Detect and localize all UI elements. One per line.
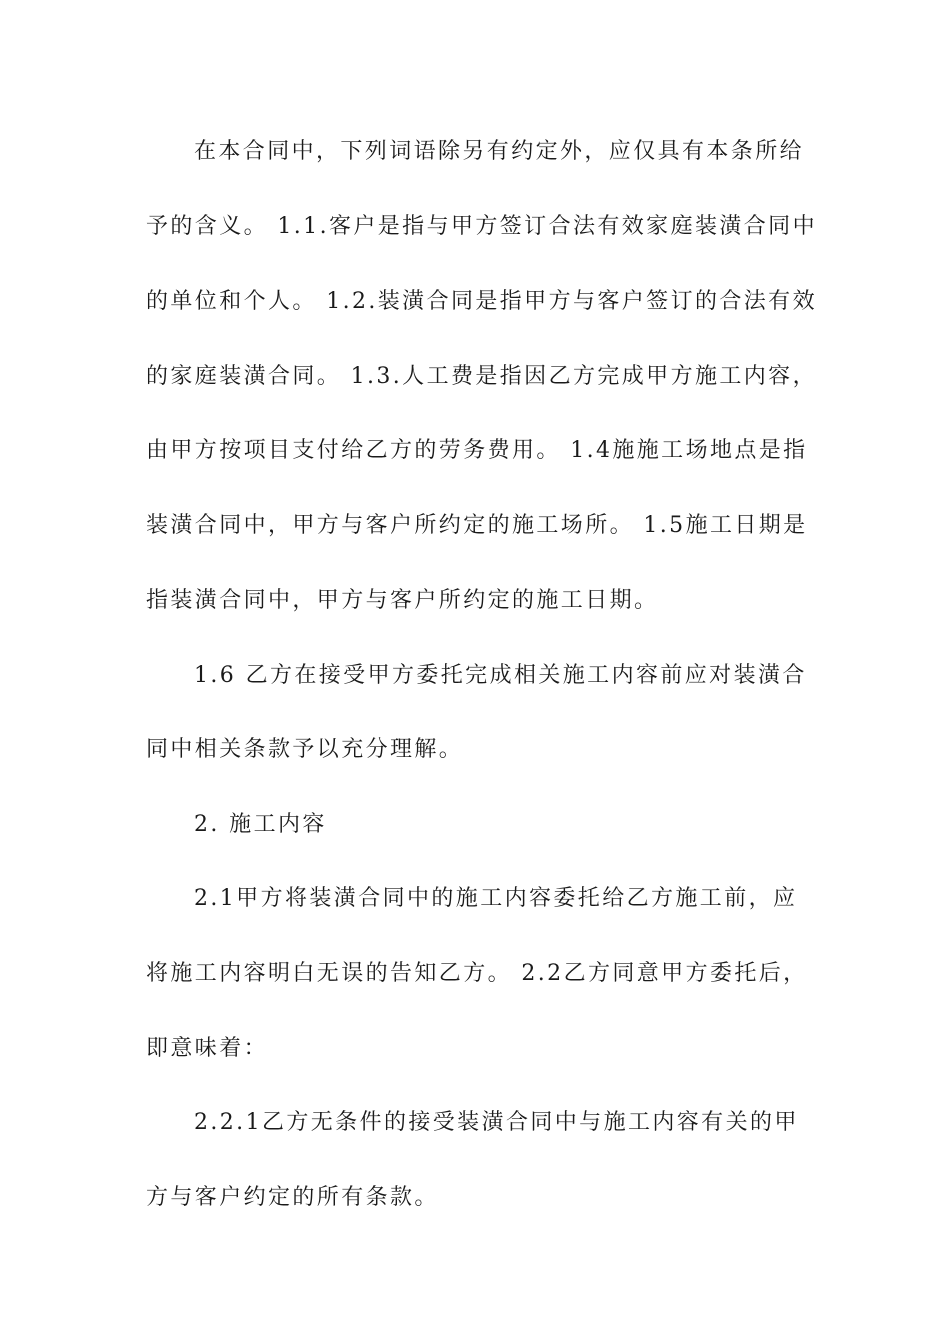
- section-heading: 2. 施工内容: [194, 812, 327, 837]
- paragraph-line-1: 在本合同中，下列词语除另有约定外，应仅具有本条所给: [194, 139, 805, 164]
- paragraph-line-2: 予的含义。 1.1.客户是指与甲方签订合法有效家庭装潢合同中: [146, 214, 817, 239]
- paragraph-line-7: 指装潢合同中，甲方与客户所约定的施工日期。: [146, 588, 659, 613]
- paragraph-line-11: 2.1甲方将装潢合同中的施工内容委托给乙方施工前，应: [194, 886, 798, 911]
- paragraph-line-8: 1.6 乙方在接受甲方委托完成相关施工内容前应对装潢合: [194, 663, 807, 688]
- paragraph-line-4: 的家庭装潢合同。 1.3.人工费是指因乙方完成甲方施工内容，: [146, 364, 817, 389]
- paragraph-line-5: 由甲方按项目支付给乙方的劳务费用。 1.4施施工场地点是指: [146, 438, 808, 463]
- paragraph-line-6: 装潢合同中，甲方与客户所约定的施工场所。 1.5施工日期是: [146, 513, 808, 538]
- paragraph-line-15: 方与客户约定的所有条款。: [146, 1185, 439, 1210]
- paragraph-line-12: 将施工内容明白无误的告知乙方。 2.2乙方同意甲方委托后，: [146, 961, 808, 986]
- paragraph-line-13: 即意味着：: [146, 1036, 269, 1061]
- paragraph-line-14: 2.2.1乙方无条件的接受装潢合同中与施工内容有关的甲: [194, 1110, 799, 1135]
- paragraph-line-9: 同中相关条款予以充分理解。: [146, 737, 464, 762]
- paragraph-line-3: 的单位和个人。 1.2.装潢合同是指甲方与客户签订的合法有效: [146, 289, 817, 314]
